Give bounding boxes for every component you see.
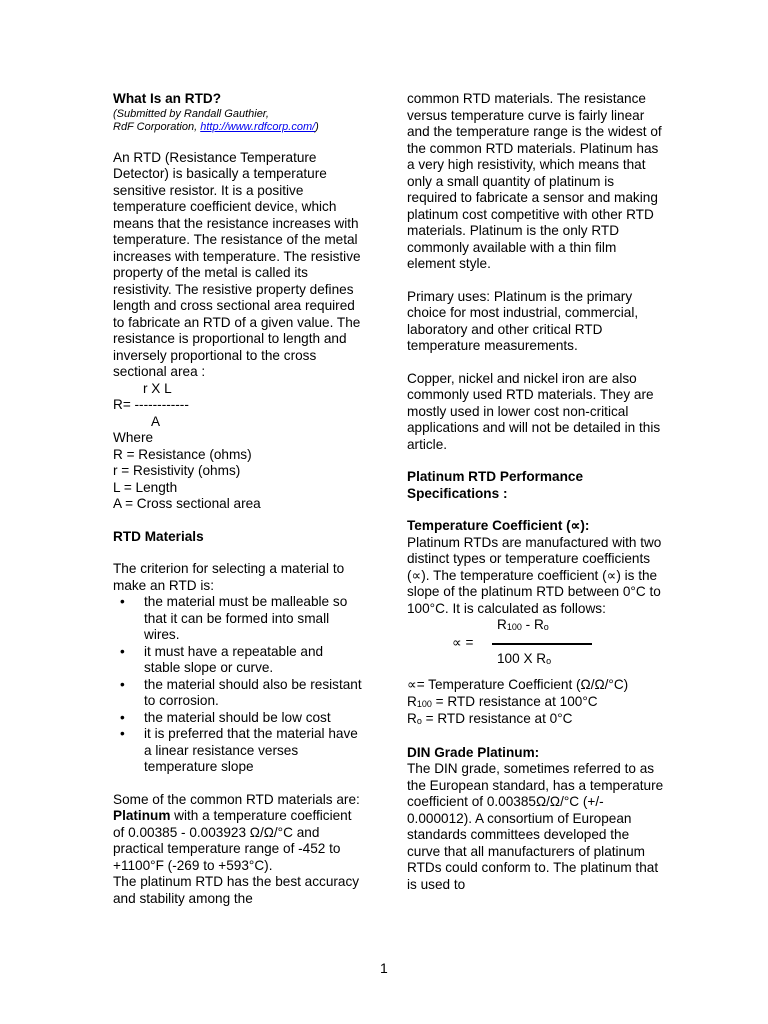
definition-1: R = Resistance (ohms) [113, 446, 252, 462]
platinum-best-paragraph: The platinum RTD has the best accuracy and stability among the [113, 874, 360, 906]
coefficient-formula [407, 617, 665, 677]
definition-3: L = Length [113, 479, 178, 495]
formula-denominator: A [151, 413, 161, 429]
corp-suffix: ) [315, 120, 319, 133]
list-item: • it must have a repeatable and stable slope or curve. [144, 644, 363, 677]
left-column [113, 91, 363, 907]
article-title: What Is an RTD? [113, 91, 221, 106]
fraction-bar [492, 643, 592, 645]
byline-submitted: (Submitted by Randall Gauthier, [113, 107, 269, 120]
criteria-list [113, 594, 363, 776]
corp-prefix: RdF Corporation, [113, 120, 201, 133]
din-heading: DIN Grade Platinum: [407, 744, 540, 760]
right-column [407, 91, 665, 893]
definition-4: A = Cross sectional area [113, 496, 261, 511]
common-materials-paragraph: Some of the common RTD materials are: [113, 791, 360, 807]
formula-numerator: r X L [143, 380, 172, 396]
platinum-label: Platinum [113, 808, 171, 823]
continued-paragraph: common RTD materials. The resistance versus temperature curve is fairly linear and the temperature range is the widest of the common RTD materials. Platinum has a very high resistivity, which means that only a small quantity of platinum is required to fabricate a sensor and making platinum cost competitive with other RTD materials. Platinum is the only RTD commonly available with a thin film element style. [407, 91, 662, 271]
r0-definition: $R_o$ = RTD resistance at 0°C [407, 711, 573, 726]
platinum-paragraph [113, 808, 363, 874]
formula-lhs: R= ------------ [113, 397, 189, 412]
temp-coefficient-heading: Temperature Coefficient (∝): [407, 518, 590, 533]
copper-paragraph: Copper, nickel and nickel iron are also commonly used RTD materials. They are mostly used in lower cost non-critical applications and will not be detailed in this article. [407, 370, 661, 452]
corp-link[interactable]: http://www.rdfcorp.com/ [200, 120, 316, 133]
list-item: • the material must be malleable so that it can be formed into small wires. [144, 594, 363, 644]
page-number: 1 [380, 960, 388, 976]
din-paragraph: The DIN grade, sometimes referred to as the European standard, has a temperature coefficient of 0.00385Ω/Ω/°C (+/- 0.000012). A consortium of European standards committees developed the curve that all manufacturers of platinum RTDs could conform to. The platinum that is used to [407, 761, 664, 892]
intro-paragraph: An RTD (Resistance Temperature Detector) is basically a temperature sensitive resistor. It is a positive temperature coefficient device, which means that the resistance increases with temperature. The resistance of the metal increases with temperature. The resistive property of the metal is called its resistivity. The resistive property defines length and cross sectional area required to fabricate an RTD of a given value. The resistance is proportional to length and inversely proportional to the cross sectional area : [113, 149, 361, 379]
formula-lhs: ∝ = [452, 635, 474, 650]
list-item: • the material should also be resistant to corrosion. [144, 677, 363, 710]
where-label: Where [113, 430, 154, 445]
primary-uses-paragraph: Primary uses: Platinum is the primary choice for most industrial, commercial, laboratory and other critical RTD temperature measurements. [407, 288, 639, 353]
temp-coefficient-paragraph: Platinum RTDs are manufactured with two distinct types or temperature coefficients (∝). The temperature coefficient (∝) is the slope of the platinum RTD between 0°C to 100°C. It is calculated as follows: [407, 534, 662, 616]
formula-denominator: 100 X $R_o$ [497, 651, 552, 666]
list-item: • it is preferred that the material have a linear resistance verses temperature slope [144, 726, 363, 776]
formula-numerator: $R_{100} - R_o$ [497, 617, 549, 632]
coefficient-definition: ∝= Temperature Coefficient (Ω/Ω/°C) [407, 677, 629, 692]
r100-definition: $R_{100}$ = RTD resistance at 100°C [407, 693, 598, 709]
byline-corp [113, 121, 363, 134]
performance-heading: Platinum RTD Performance Specifications : [407, 469, 584, 501]
criterion-paragraph: The criterion for selecting a material to make an RTD is: [113, 561, 345, 593]
byline [113, 108, 363, 134]
definition-2: r = Resistivity (ohms) [113, 463, 241, 478]
list-item: • the material should be low cost [144, 710, 363, 727]
platinum-text: with a temperature coefficient of 0.00385 - 0.003923 Ω/Ω/°C and practical temperature range of -452 to +1100°F (-269 to +593°C). [113, 808, 352, 873]
materials-heading: RTD Materials [113, 528, 204, 544]
